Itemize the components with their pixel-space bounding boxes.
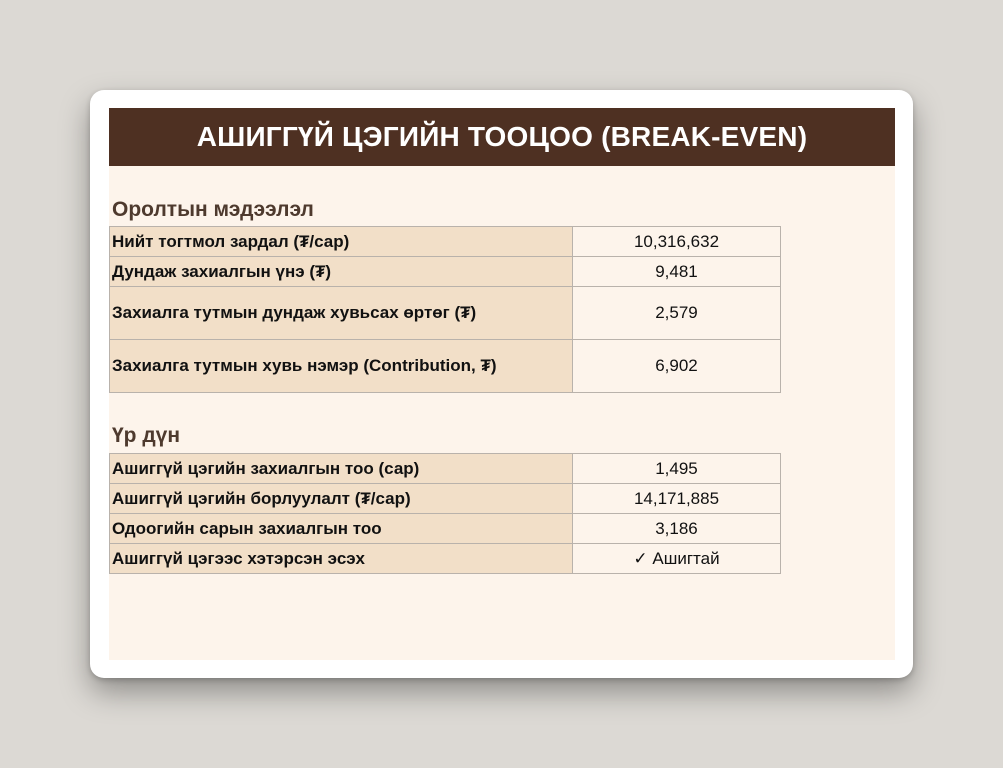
row-label[interactable]: Ашиггүй цэгийн захиалгын тоо (сар) xyxy=(110,454,573,484)
document-card xyxy=(90,90,913,678)
results-table xyxy=(109,453,781,574)
table-row xyxy=(110,340,781,393)
table-row xyxy=(110,287,781,340)
inputs-table xyxy=(109,226,781,393)
table-row xyxy=(110,257,781,287)
row-value[interactable]: 1,495 xyxy=(573,454,781,484)
results-section-title: Үр дүн xyxy=(112,424,181,447)
status-value[interactable]: ✓ Ашигтай xyxy=(573,544,781,574)
row-label[interactable]: Ашиггүй цэгийн борлуулалт (₮/сар) xyxy=(110,484,573,514)
row-label[interactable]: Ашиггүй цэгээс хэтэрсэн эсэх xyxy=(110,544,573,574)
spreadsheet-area xyxy=(109,108,895,660)
row-value[interactable]: 9,481 xyxy=(573,257,781,287)
table-row xyxy=(110,484,781,514)
row-value[interactable]: 3,186 xyxy=(573,514,781,544)
table-row xyxy=(110,227,781,257)
row-label[interactable]: Захиалга тутмын хувь нэмэр (Contribution, ₮) xyxy=(110,340,573,393)
table-row xyxy=(110,514,781,544)
inputs-section-title: Оролтын мэдээлэл xyxy=(112,198,314,221)
row-value[interactable]: 14,171,885 xyxy=(573,484,781,514)
row-label[interactable]: Нийт тогтмол зардал (₮/сар) xyxy=(110,227,573,257)
page-title: АШИГГҮЙ ЦЭГИЙН ТООЦОО (BREAK-EVEN) xyxy=(109,108,895,166)
row-label[interactable]: Дундаж захиалгын үнэ (₮) xyxy=(110,257,573,287)
row-label[interactable]: Одоогийн сарын захиалгын тоо xyxy=(110,514,573,544)
table-row xyxy=(110,454,781,484)
table-row xyxy=(110,544,781,574)
row-label[interactable]: Захиалга тутмын дундаж хувьсах өртөг (₮) xyxy=(110,287,573,340)
row-value[interactable]: 10,316,632 xyxy=(573,227,781,257)
row-value[interactable]: 2,579 xyxy=(573,287,781,340)
row-value[interactable]: 6,902 xyxy=(573,340,781,393)
